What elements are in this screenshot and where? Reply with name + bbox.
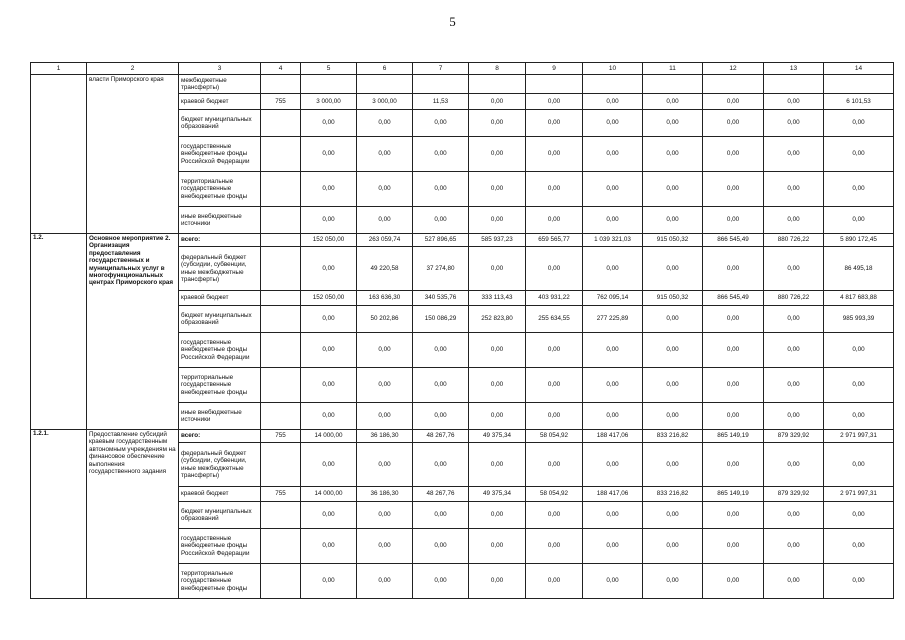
amount-cell: 0,00 [526, 368, 583, 403]
amount-cell: 659 565,77 [526, 234, 583, 247]
amount-cell: 0,00 [824, 207, 894, 234]
amount-cell: 277 225,89 [583, 306, 643, 333]
header-cell: 2 [87, 63, 179, 75]
amount-cell: 0,00 [643, 110, 703, 137]
funding-source: государственные внебюджетные фонды Российской Федерации [179, 137, 261, 172]
header-cell: 11 [643, 63, 703, 75]
page-number: 5 [449, 14, 456, 29]
amount-cell: 0,00 [703, 443, 764, 487]
amount-cell: 0,00 [643, 207, 703, 234]
budget-table [30, 62, 894, 599]
amount-cell: 58 054,92 [526, 487, 583, 502]
amount-cell: 527 896,65 [413, 234, 469, 247]
amount-cell: 0,00 [764, 403, 824, 430]
amount-cell: 585 937,23 [469, 234, 526, 247]
amount-cell [469, 75, 526, 94]
budget-code [261, 403, 301, 430]
amount-cell: 0,00 [469, 110, 526, 137]
amount-cell: 0,00 [357, 443, 413, 487]
amount-cell: 0,00 [413, 110, 469, 137]
amount-cell: 0,00 [469, 529, 526, 564]
amount-cell: 0,00 [413, 333, 469, 368]
amount-cell: 0,00 [643, 502, 703, 529]
amount-cell: 0,00 [643, 247, 703, 291]
amount-cell: 0,00 [583, 172, 643, 207]
amount-cell: 0,00 [764, 564, 824, 599]
amount-cell: 0,00 [703, 502, 764, 529]
budget-code: 755 [261, 94, 301, 110]
amount-cell: 0,00 [301, 502, 357, 529]
amount-cell: 0,00 [301, 564, 357, 599]
amount-cell: 333 113,43 [469, 291, 526, 306]
amount-cell: 0,00 [301, 306, 357, 333]
amount-cell: 0,00 [469, 564, 526, 599]
amount-cell: 0,00 [703, 306, 764, 333]
amount-cell: 0,00 [301, 110, 357, 137]
amount-cell: 0,00 [643, 564, 703, 599]
funding-source: федеральный бюджет (субсидии, субвенции, иные межбюджетные трансферты) [179, 247, 261, 291]
amount-cell: 188 417,06 [583, 487, 643, 502]
budget-code [261, 502, 301, 529]
amount-cell: 252 823,80 [469, 306, 526, 333]
amount-cell [643, 75, 703, 94]
amount-cell: 0,00 [764, 94, 824, 110]
amount-cell: 0,00 [583, 368, 643, 403]
amount-cell: 0,00 [703, 110, 764, 137]
amount-cell: 0,00 [526, 529, 583, 564]
amount-cell: 50 202,86 [357, 306, 413, 333]
amount-cell: 0,00 [583, 529, 643, 564]
amount-cell: 833 216,82 [643, 487, 703, 502]
funding-source: государственные внебюджетные фонды Российской Федерации [179, 529, 261, 564]
amount-cell: 0,00 [703, 564, 764, 599]
amount-cell: 48 267,76 [413, 430, 469, 443]
amount-cell: 0,00 [301, 368, 357, 403]
header-row [31, 63, 894, 75]
funding-source: иные внебюджетные источники [179, 207, 261, 234]
amount-cell: 0,00 [469, 502, 526, 529]
amount-cell: 0,00 [703, 247, 764, 291]
header-cell: 1 [31, 63, 87, 75]
amount-cell: 37 274,80 [413, 247, 469, 291]
amount-cell: 0,00 [824, 333, 894, 368]
funding-source: бюджет муниципальных образований [179, 502, 261, 529]
amount-cell: 0,00 [824, 443, 894, 487]
amount-cell: 0,00 [526, 564, 583, 599]
amount-cell: 150 086,29 [413, 306, 469, 333]
item-name: власти Приморского края [87, 75, 179, 234]
amount-cell: 255 634,55 [526, 306, 583, 333]
amount-cell: 0,00 [301, 207, 357, 234]
amount-cell: 0,00 [413, 172, 469, 207]
amount-cell: 0,00 [469, 172, 526, 207]
funding-source: всего: [179, 234, 261, 247]
amount-cell: 0,00 [643, 306, 703, 333]
amount-cell: 0,00 [703, 172, 764, 207]
amount-cell: 0,00 [764, 207, 824, 234]
amount-cell: 0,00 [413, 502, 469, 529]
amount-cell: 0,00 [469, 247, 526, 291]
amount-cell: 0,00 [824, 403, 894, 430]
amount-cell: 14 000,00 [301, 430, 357, 443]
amount-cell: 0,00 [469, 333, 526, 368]
table-row [31, 430, 894, 443]
amount-cell: 0,00 [703, 403, 764, 430]
amount-cell: 0,00 [526, 247, 583, 291]
amount-cell: 0,00 [357, 529, 413, 564]
amount-cell: 833 216,82 [643, 430, 703, 443]
item-name: Предоставление субсидий краевым государственным автономным учреждениям на финансовое обеспечение выполнения государственного задания [87, 430, 179, 599]
amount-cell: 0,00 [703, 137, 764, 172]
funding-source: краевой бюджет [179, 487, 261, 502]
item-number [31, 75, 87, 234]
amount-cell: 915 050,32 [643, 234, 703, 247]
amount-cell [764, 75, 824, 94]
amount-cell: 2 971 997,31 [824, 487, 894, 502]
budget-code [261, 137, 301, 172]
amount-cell: 0,00 [643, 403, 703, 430]
amount-cell [703, 75, 764, 94]
amount-cell: 58 054,92 [526, 430, 583, 443]
amount-cell: 0,00 [643, 137, 703, 172]
amount-cell: 0,00 [643, 172, 703, 207]
amount-cell: 0,00 [413, 368, 469, 403]
header-cell: 14 [824, 63, 894, 75]
header-cell: 13 [764, 63, 824, 75]
amount-cell: 0,00 [357, 502, 413, 529]
amount-cell: 880 726,22 [764, 291, 824, 306]
budget-code [261, 368, 301, 403]
amount-cell: 865 149,19 [703, 430, 764, 443]
amount-cell: 0,00 [764, 110, 824, 137]
funding-source: территориальные государственные внебюджетные фонды [179, 172, 261, 207]
amount-cell: 762 095,14 [583, 291, 643, 306]
amount-cell: 163 636,30 [357, 291, 413, 306]
amount-cell: 0,00 [764, 368, 824, 403]
amount-cell: 0,00 [526, 403, 583, 430]
amount-cell: 0,00 [643, 368, 703, 403]
amount-cell: 0,00 [469, 443, 526, 487]
funding-source: территориальные государственные внебюджетные фонды [179, 368, 261, 403]
amount-cell [824, 75, 894, 94]
funding-source: краевой бюджет [179, 94, 261, 110]
amount-cell: 0,00 [357, 172, 413, 207]
amount-cell: 0,00 [643, 333, 703, 368]
amount-cell: 0,00 [824, 172, 894, 207]
amount-cell: 0,00 [469, 94, 526, 110]
amount-cell: 0,00 [583, 333, 643, 368]
amount-cell: 3 000,00 [301, 94, 357, 110]
amount-cell: 188 417,06 [583, 430, 643, 443]
amount-cell [583, 75, 643, 94]
amount-cell: 0,00 [357, 564, 413, 599]
amount-cell: 0,00 [413, 529, 469, 564]
budget-code [261, 247, 301, 291]
amount-cell: 4 817 683,88 [824, 291, 894, 306]
funding-source: бюджет муниципальных образований [179, 110, 261, 137]
amount-cell: 49 220,58 [357, 247, 413, 291]
amount-cell: 0,00 [526, 172, 583, 207]
amount-cell: 14 000,00 [301, 487, 357, 502]
amount-cell: 0,00 [357, 207, 413, 234]
header-cell: 8 [469, 63, 526, 75]
amount-cell: 0,00 [764, 247, 824, 291]
amount-cell [413, 75, 469, 94]
table-row [31, 234, 894, 247]
amount-cell: 0,00 [413, 137, 469, 172]
amount-cell: 0,00 [413, 207, 469, 234]
amount-cell: 0,00 [526, 94, 583, 110]
amount-cell: 0,00 [824, 368, 894, 403]
amount-cell: 0,00 [824, 564, 894, 599]
budget-code [261, 333, 301, 368]
amount-cell: 0,00 [824, 529, 894, 564]
amount-cell: 0,00 [526, 137, 583, 172]
amount-cell: 0,00 [764, 502, 824, 529]
amount-cell: 0,00 [357, 333, 413, 368]
funding-source: государственные внебюджетные фонды Российской Федерации [179, 333, 261, 368]
header-cell: 9 [526, 63, 583, 75]
amount-cell: 985 993,39 [824, 306, 894, 333]
amount-cell: 0,00 [413, 443, 469, 487]
amount-cell: 0,00 [357, 403, 413, 430]
amount-cell: 0,00 [526, 502, 583, 529]
amount-cell: 0,00 [583, 94, 643, 110]
amount-cell: 0,00 [301, 403, 357, 430]
amount-cell: 915 050,32 [643, 291, 703, 306]
amount-cell: 0,00 [583, 207, 643, 234]
amount-cell: 0,00 [764, 172, 824, 207]
budget-code [261, 291, 301, 306]
amount-cell: 0,00 [643, 443, 703, 487]
budget-code [261, 207, 301, 234]
budget-code [261, 234, 301, 247]
amount-cell: 49 375,34 [469, 430, 526, 443]
amount-cell: 0,00 [301, 172, 357, 207]
item-name: Основное мероприятие 2. Организация предоставления государственных и муниципальных услуг в многофункциональных центрах Приморского края [87, 234, 179, 430]
amount-cell: 48 267,76 [413, 487, 469, 502]
amount-cell: 865 149,19 [703, 487, 764, 502]
amount-cell: 0,00 [583, 564, 643, 599]
budget-code [261, 306, 301, 333]
amount-cell: 866 545,49 [703, 291, 764, 306]
amount-cell: 0,00 [583, 403, 643, 430]
budget-code [261, 529, 301, 564]
amount-cell: 0,00 [824, 502, 894, 529]
amount-cell: 0,00 [469, 137, 526, 172]
header-cell: 4 [261, 63, 301, 75]
funding-source: иные внебюджетные источники [179, 403, 261, 430]
amount-cell: 49 375,34 [469, 487, 526, 502]
item-number: 1.2.1. [31, 430, 87, 599]
header-cell: 5 [301, 63, 357, 75]
amount-cell [526, 75, 583, 94]
amount-cell: 0,00 [413, 564, 469, 599]
amount-cell: 0,00 [301, 529, 357, 564]
amount-cell: 2 971 997,31 [824, 430, 894, 443]
table-body [31, 63, 894, 599]
amount-cell: 0,00 [583, 110, 643, 137]
budget-code [261, 75, 301, 94]
funding-source: краевой бюджет [179, 291, 261, 306]
amount-cell: 0,00 [824, 137, 894, 172]
amount-cell: 0,00 [301, 137, 357, 172]
amount-cell: 0,00 [469, 368, 526, 403]
amount-cell: 0,00 [583, 137, 643, 172]
amount-cell: 0,00 [703, 207, 764, 234]
amount-cell: 866 545,49 [703, 234, 764, 247]
amount-cell: 0,00 [301, 247, 357, 291]
amount-cell: 0,00 [526, 443, 583, 487]
budget-code: 755 [261, 430, 301, 443]
amount-cell: 0,00 [469, 207, 526, 234]
amount-cell: 0,00 [764, 306, 824, 333]
amount-cell: 86 495,18 [824, 247, 894, 291]
funding-source: всего: [179, 430, 261, 443]
amount-cell: 5 890 172,45 [824, 234, 894, 247]
header-cell: 6 [357, 63, 413, 75]
amount-cell: 403 931,22 [526, 291, 583, 306]
amount-cell [357, 75, 413, 94]
amount-cell: 6 101,53 [824, 94, 894, 110]
amount-cell: 880 726,22 [764, 234, 824, 247]
amount-cell: 0,00 [583, 502, 643, 529]
amount-cell: 0,00 [764, 529, 824, 564]
amount-cell: 0,00 [301, 443, 357, 487]
amount-cell: 0,00 [301, 333, 357, 368]
amount-cell: 0,00 [764, 137, 824, 172]
amount-cell: 879 329,92 [764, 487, 824, 502]
funding-source: бюджет муниципальных образований [179, 306, 261, 333]
amount-cell: 0,00 [413, 403, 469, 430]
amount-cell: 0,00 [357, 110, 413, 137]
amount-cell: 0,00 [526, 207, 583, 234]
budget-code: 755 [261, 487, 301, 502]
amount-cell: 0,00 [357, 368, 413, 403]
amount-cell: 263 059,74 [357, 234, 413, 247]
amount-cell: 0,00 [469, 403, 526, 430]
budget-code [261, 110, 301, 137]
amount-cell: 0,00 [703, 94, 764, 110]
amount-cell: 152 050,00 [301, 291, 357, 306]
amount-cell: 0,00 [824, 110, 894, 137]
funding-source: федеральный бюджет (субсидии, субвенции, иные межбюджетные трансферты) [179, 443, 261, 487]
funding-source: территориальные государственные внебюджетные фонды [179, 564, 261, 599]
amount-cell: 36 186,30 [357, 430, 413, 443]
amount-cell: 0,00 [643, 529, 703, 564]
amount-cell [301, 75, 357, 94]
header-cell: 12 [703, 63, 764, 75]
amount-cell: 0,00 [526, 110, 583, 137]
funding-source: межбюджетные трансферты) [179, 75, 261, 94]
amount-cell: 0,00 [703, 368, 764, 403]
amount-cell: 0,00 [583, 247, 643, 291]
amount-cell: 3 000,00 [357, 94, 413, 110]
item-number: 1.2. [31, 234, 87, 430]
amount-cell: 0,00 [703, 529, 764, 564]
amount-cell: 0,00 [526, 333, 583, 368]
budget-code [261, 564, 301, 599]
budget-code [261, 443, 301, 487]
header-cell: 3 [179, 63, 261, 75]
budget-code [261, 172, 301, 207]
amount-cell: 152 050,00 [301, 234, 357, 247]
table-row [31, 75, 894, 94]
amount-cell: 36 186,30 [357, 487, 413, 502]
amount-cell: 1 039 321,03 [583, 234, 643, 247]
amount-cell: 0,00 [764, 333, 824, 368]
amount-cell: 340 535,76 [413, 291, 469, 306]
header-cell: 10 [583, 63, 643, 75]
amount-cell: 879 329,92 [764, 430, 824, 443]
amount-cell: 0,00 [583, 443, 643, 487]
amount-cell: 0,00 [703, 333, 764, 368]
header-cell: 7 [413, 63, 469, 75]
amount-cell: 11,53 [413, 94, 469, 110]
amount-cell: 0,00 [764, 443, 824, 487]
amount-cell: 0,00 [643, 94, 703, 110]
amount-cell: 0,00 [357, 137, 413, 172]
